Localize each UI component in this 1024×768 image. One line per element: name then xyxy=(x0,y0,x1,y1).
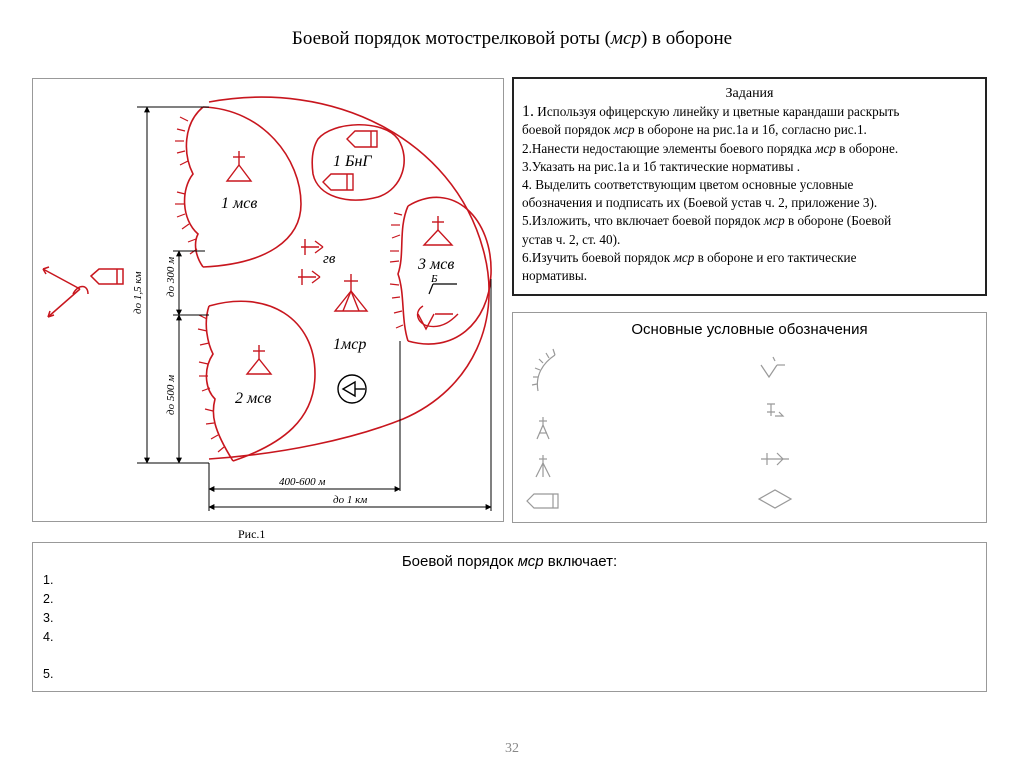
page-number: 32 xyxy=(505,741,519,756)
list-item: 4. xyxy=(43,630,54,644)
list-item: 5. xyxy=(43,667,54,681)
task-line: боевой порядок мср в обороне на рис.1а и 1б, согласно рис.1. xyxy=(522,122,867,138)
figure-caption: Рис.1 xyxy=(238,527,266,541)
list-item: 2. xyxy=(43,592,54,606)
legend-heading: Основные условные обозначения xyxy=(631,321,868,338)
task-line: 3.Указать на рис.1а и 1б тактические нормативы . xyxy=(522,158,801,174)
legend-observation-post-icon xyxy=(767,404,783,416)
task-line: обозначения и подписать их (Боевой устав ч. 2, приложение 3). xyxy=(522,195,878,211)
dim-400-600-m: 400-600 м xyxy=(279,476,326,488)
label-msv1: 1 мсв xyxy=(221,195,258,212)
platoon-1-commander-icon xyxy=(227,151,251,181)
task-line: 2.Нанести недостающие элементы боевого порядка мср в обороне. xyxy=(522,140,899,156)
dim-300-m: до 300 м xyxy=(165,256,177,297)
task-line: устав ч. 2, ст. 40). xyxy=(522,231,621,247)
platoon-1-area xyxy=(175,107,301,267)
platoon-2-area xyxy=(198,301,315,461)
includes-heading: Боевой порядок мср включает: xyxy=(401,553,618,570)
platoon-2-commander-icon xyxy=(247,345,271,374)
platoon-3-commander-icon xyxy=(424,216,452,245)
dim-500-m: до 500 м xyxy=(165,374,177,415)
legend-company-commander-icon xyxy=(536,455,550,477)
tasks-heading: Задания xyxy=(725,86,774,101)
label-b: Б xyxy=(431,273,438,285)
label-gv: гв xyxy=(323,251,336,267)
dim-1-km: до 1 км xyxy=(333,494,368,506)
page-title: Боевой порядок мотострелковой роты (мср) в обороне xyxy=(291,28,733,49)
observation-post-icon xyxy=(429,284,457,294)
company-commander-icon xyxy=(335,274,367,311)
ammo-point-icon xyxy=(338,375,366,403)
legend-signal-post-icon xyxy=(761,357,785,377)
legend-box xyxy=(512,312,987,523)
task-line: 5.Изложить, что включает боевой порядок мср в обороне (Боевой xyxy=(522,213,892,229)
task-line: 1. Используя офицерскую линейку и цветные карандаши раскрыть xyxy=(522,103,900,121)
list-item: 1. xyxy=(43,573,54,587)
task-line: 6.Изучить боевой порядок мср в обороне и его тактические xyxy=(522,249,857,265)
legend-platoon-commander-icon xyxy=(537,417,549,439)
label-msv2: 2 мсв xyxy=(235,390,272,407)
dim-1-5-km: до 1,5 км xyxy=(132,271,144,314)
includes-box xyxy=(32,542,987,692)
label-bng: 1 БнГ xyxy=(333,153,372,170)
tasks-box xyxy=(512,77,987,296)
legend-trench-icon xyxy=(532,349,555,391)
grenade-launcher-icon xyxy=(298,239,323,285)
task-line: 4. Выделить соответствующим цветом основные условные xyxy=(522,177,854,193)
legend-grenade-launcher-icon xyxy=(761,453,789,465)
label-msv3: 3 мсв xyxy=(418,256,455,273)
signal-post-icon xyxy=(418,306,458,329)
legend-diamond-icon xyxy=(759,490,791,508)
label-msr: 1мср xyxy=(333,336,367,353)
legend-vehicle-icon xyxy=(527,494,558,508)
list-item: 3. xyxy=(43,611,54,625)
task-line: нормативы. xyxy=(522,268,588,284)
forward-tank-icon xyxy=(43,267,123,317)
battle-order-diagram xyxy=(32,78,504,522)
